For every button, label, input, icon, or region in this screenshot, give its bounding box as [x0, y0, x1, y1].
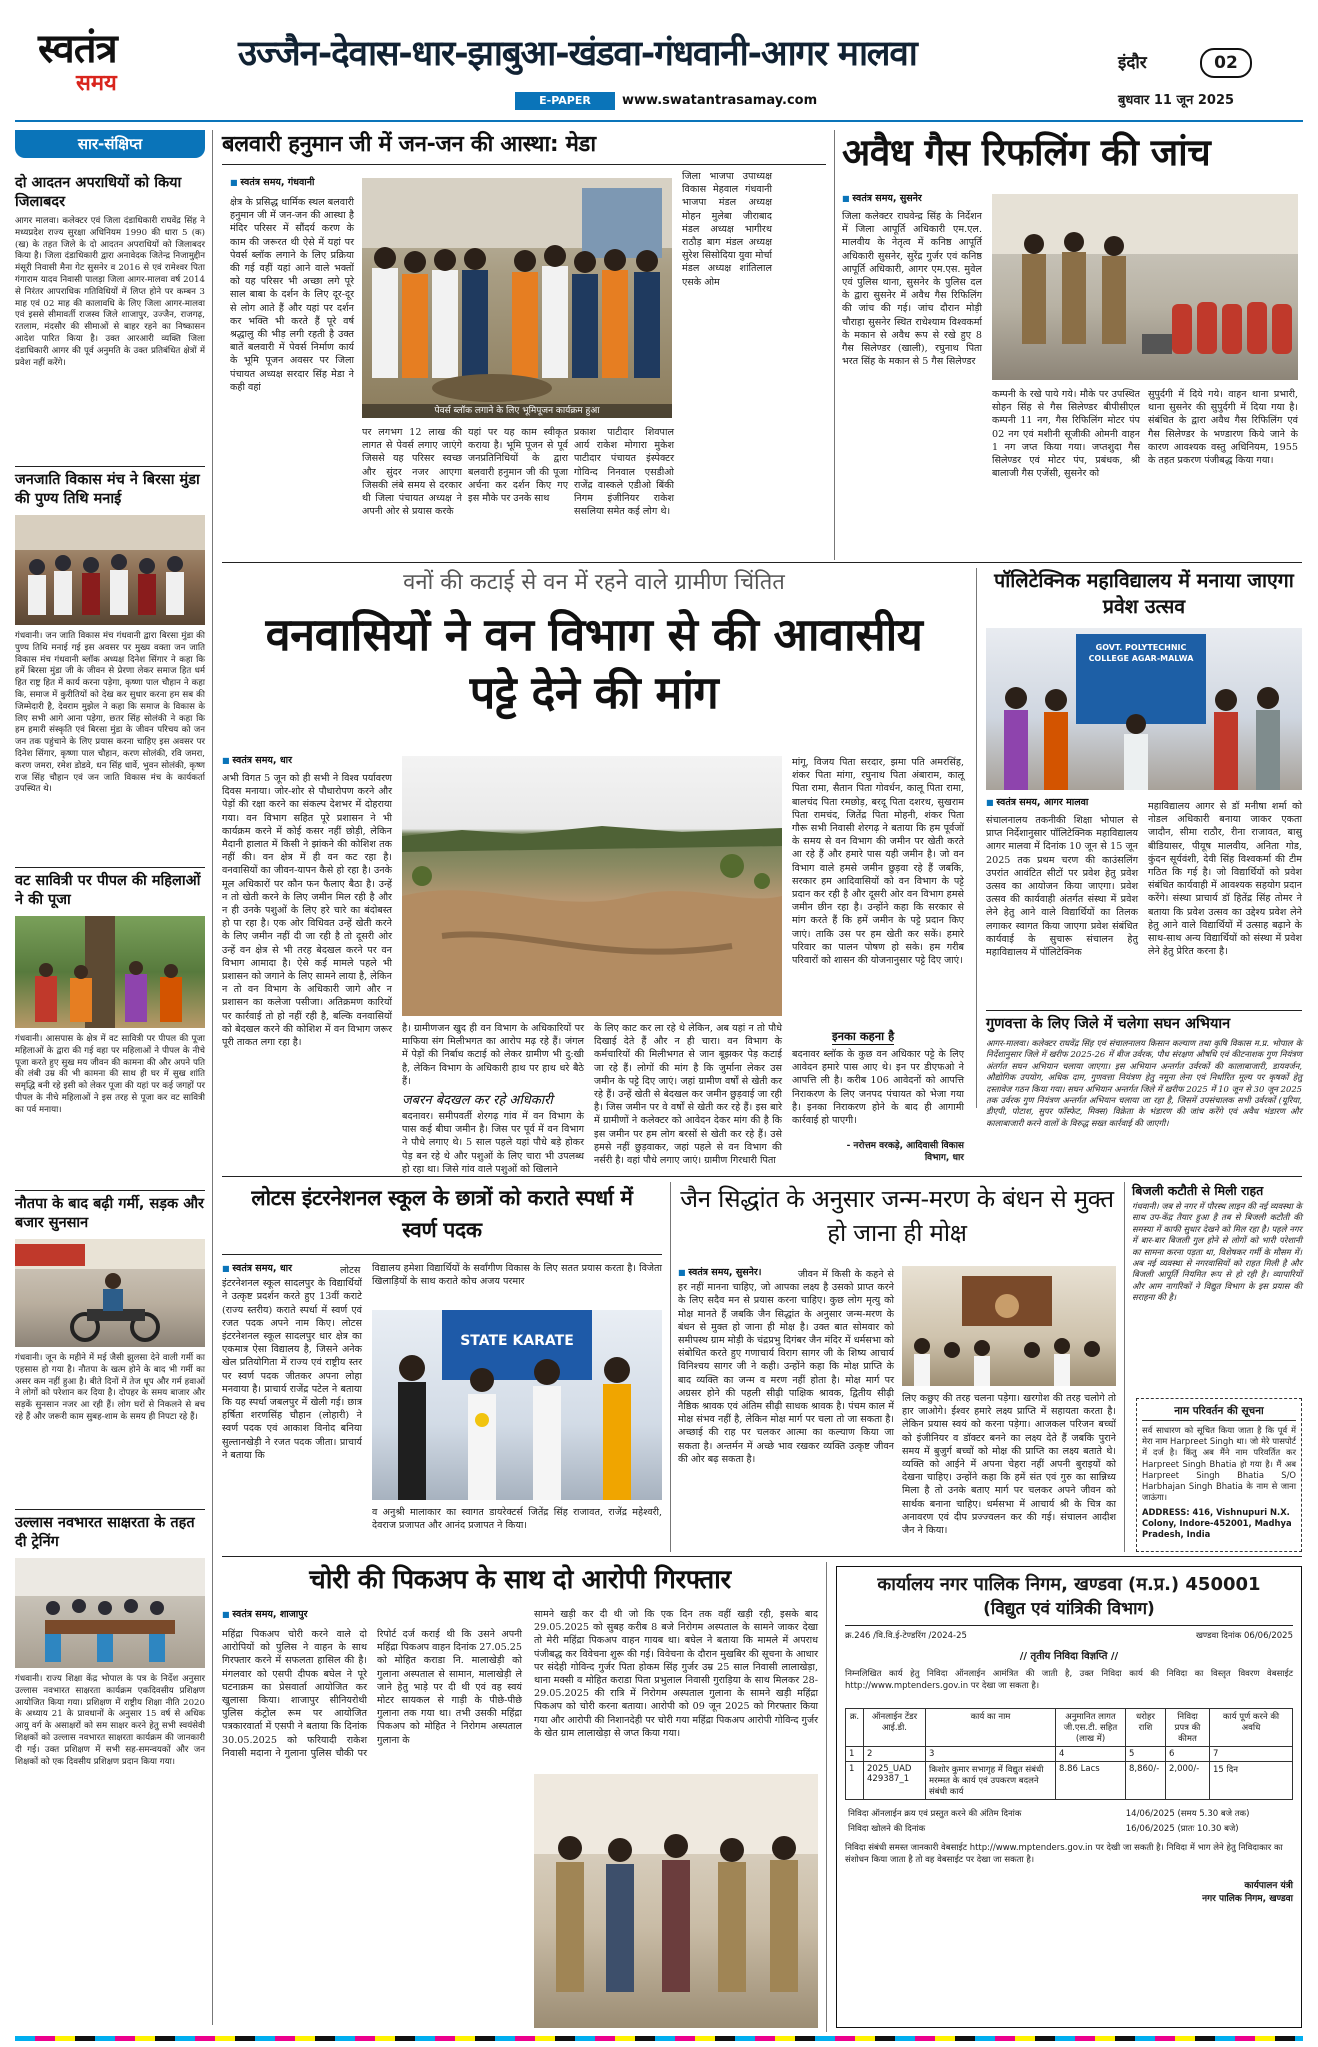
brief-title-4: नौतपा के बाद बढ़ी गर्मी, सड़क और बजार सुनसान: [15, 1196, 204, 1231]
polytechnic-col1: संचालनालय तकनीकी शिक्षा भोपाल से प्राप्त निर्देशानुसार पॉलिटेक्निक महाविद्यालय आगर मालवा में दिनांक 10 जून से 15 जून 2025 तक प्रथम चरण की काउंसलिंग उपरांत आवंटित सीटों पर प्रवेश हेतु प्रवेश उत्सव का आयोजन किया जाएगा। प्रवेश उत्सव की कार्यवाही अंतर्गत संस्था में प्रवेश लेने हेतु आने वाले विद्यार्थियों का तिलक लगाकर स्वागत किया जाएगा प्रवेश संबंधित कार्यवाई के सुचारू संचालन हेतु महाविद्यालय में पॉलिटेक्निक: [986, 815, 1138, 959]
sidebar: [15, 130, 205, 2030]
article-power: [1132, 1182, 1302, 1392]
balwari-col4: प्रकाश पाटीदार शिवपाल आर्य राकेश मोगारा मुकेश पाटीदार पंचायत इंस्पेक्टर गोविन्द निनवाल एसडीओ राजेंद्र वास्कले एडीओ बिंकी निगम इंजीनियर राकेश ससलिया समेत कई लोग थे।: [574, 427, 674, 518]
tender-title: कार्यालय नगर पालिक निगम, खण्डवा (म.प्र.) 450001: [877, 1574, 1261, 1595]
name-change-address: ADDRESS: 416, Vishnupuri N.X. Colony, Indore-452001, Madhya Pradesh, India: [1142, 1507, 1292, 1539]
balwari-photo: [362, 178, 672, 418]
headline-lotus: लोटस इंटरनेशनल स्कूल के छात्रों को कराते स्पर्धा में स्वर्ण पदक: [251, 1186, 633, 1242]
column-rule: [212, 130, 213, 2025]
bhoomi-pujan-photo: [362, 178, 672, 418]
table-cell: 16/06/2025 (प्रातः 10.30 बजे): [1125, 1824, 1239, 1834]
section-rule: [222, 1176, 1302, 1177]
tender-col-header: निविदा प्रपत्र की कीमत: [1166, 1709, 1210, 1747]
tender-sign-1: कार्यपालन यंत्री: [1244, 1881, 1293, 1891]
cleared-forest-land-photo: [402, 756, 782, 1016]
pickup-col1: महिंद्रा पिकअप चोरी करने वाले दो आरोपियों को पुलिस ने वाहन के साथ गिरफ्तार करने में सफलता हासिल की है। मंगलवार को एसपी दीपक बघेल ने पूरे घटनाक्रम का प्रेसवार्ता आयोजित कर खुलासा किया। शाजापुर सीनियरोथी पुलिस कंट्रोल रूम पर आयोजित पत्रकारवार्ता में एसपी ने बताया कि दिनांक 30.05.2025 को फरियादी राकेश निवासी मदाना ने गुलाना पुलिस चौकी पर रिपोर्ट दर्ज कराई थी कि उसने अपनी महिंद्रा पिकअप वाहन दिनांक 27.05.25 को मोहित कराडा नि. मालाखेड़ी को गुलाना अस्पताल से सामान, मालाखेड़ी ले जाने हेतु भाड़े पर दी थी एवं वह स्वयं मोटर सायकल से गाड़ी के पीछे-पीछे गुलाना तक गया था। तभी उसकी महिंद्रा पिकअप को मोहित ने निरोगम अस्पताल गुलाना के: [222, 1629, 522, 1759]
article-gas: [842, 130, 1302, 560]
website-link[interactable]: www.swatantrasamay.com: [622, 93, 818, 108]
table-cell: 2,000/-: [1166, 1762, 1210, 1800]
headline-balwari: बलवारी हनुमान जी में जन-जन की आस्था: मेडा: [222, 132, 596, 157]
tender-sign-2: नगर पालिक निगम, खण्डवा: [1202, 1894, 1293, 1904]
lotus-banner-text: STATE KARATE: [460, 1333, 574, 1349]
women-worship-photo: [15, 916, 205, 1028]
brief-title-3: वट सावित्री पर पीपल की महिलाओं ने की पूजा: [15, 873, 201, 908]
column-rule: [826, 1562, 827, 2032]
brief-photo-2: [15, 515, 205, 625]
dharmasabha-photo: [902, 1266, 1116, 1386]
tender-col-header: ऑनलाईन टेंडर आई.डी.: [864, 1709, 926, 1747]
tender-ref-right: खण्डवा दिनांक 06/06/2025: [1195, 1631, 1293, 1641]
polytechnic-col2: महाविद्यालय आगर से डॉ मनीषा शर्मा को नोडल अधिकारी बनाया जाकर एकता जादौन, सीमा राठौर, रीना राजावत, बासु बीडियासर, पीयूष मालवीय, अनिता गोड, कुंदन सूर्यवंशी, देवी सिंह विश्वकर्मा की टीम गठित कि गई है। जो विद्यार्थियों को प्रवेश संबंधित कार्यवाही में आवश्यक सहयोग प्रदान करेंगे। संस्था प्राचार्य डॉ हितेंद्र सिंह तोमर ने बताया कि प्रवेश उत्सव का उद्देश्य प्रवेश लेने हेतु आने वाले विद्यार्थियों में उत्साह बढ़ाने के साथ-साथ अन्य विद्यार्थियों को संस्था में प्रवेश लेने हेतु प्रेरित करना है।: [1148, 801, 1302, 958]
table-cell: 14/06/2025 (समय 5.30 बजे तक): [1125, 1809, 1250, 1819]
brief-title-2: जनजाति विकास मंच ने बिरसा मुंडा की पुण्य तिथि मनाई: [15, 472, 200, 507]
forest-box-body: बदनावर ब्लॉक के कुछ वन अधिकार पट्टे के लिए आवेदन हमारे पास आए थे। इन पर डीएफओ ने आपत्ति ली है। करीब 106 आवेदनों को आपत्ति निराकरण के लिए जनपद पंचायत को भेजा गया है। इनका निराकरण होने के बाद ही आगामी कार्रवाई हो पाएगी।: [792, 1049, 964, 1127]
page-number: 02: [1200, 48, 1252, 78]
lotus-col1: लोटस इंटरनेशनल स्कूल सादलपुर के विद्यार्थियों ने उत्कृष्ट प्रदर्शन करते हुए 13वीं कराटे (राज्य स्तरीय) कराते स्पर्धा में स्वर्ण एवं रजत पदक अपने नाम किए। लोटस इंटरनेशनल स्कूल सादलपुर धार क्षेत्र का एकमात्र ऐसा विद्यालय है, जिसने अनेक खेल प्रतियोगिता में राज्य एवं राष्ट्रीय स्तर पर स्वर्ण पदक जीतकर अपना लोहा मनवाया है। प्राचार्य राजेंद्र पटेल ने बताया कि यह स्पर्धा जबलपुर में खेली गई। छात्र हर्षिता शरणसिंह चौहान (लोहारी) ने स्वर्ण पदक एवं आकाश विनोद बनिया सुल्तानखेड़ी ने रजत पदक जीता। प्राचार्य ने बताया कि: [222, 1265, 362, 1461]
jain-col1: जीवन में किसी के कहने से हर नहीं मानना चाहिए, जो आपका लक्ष्य है उसको प्राप्त करने के लिए सदैव मन से प्रयास करना चाहिए। कुछ लोग मृत्यु को मोक्ष मानते हैं जबकि जैन सिद्धांत के अनुसार जन्म-मरण के बंधन से मुक्त हो जाना ही मोक्ष है। उक्त बात सोमवार को समीपस्थ ग्राम मोड़ी के चंद्रप्रभु दिगंबर जैन मंदिर में धर्मसभा को संबोधित करते हुए गणाचार्य विराग सागर जी के शिष्य आचार्य विनिश्चय सागर जी ने कही। उन्होंने कहा कि मोक्ष प्राप्ति के बाद व्यक्ति का जन्म व मरण नहीं होता है। मोक्ष मार्ग पर अग्रसर होने की पहली सीढ़ी पाक्षिक श्रावक, द्वितीय सीढ़ी नैष्ठिक श्रावक एवं अंतिम सीढ़ी साधक श्रावक है। पंचम काल में मोक्ष संभव नहीं है, लेकिन मोक्ष मार्ग पर चला तो जा सकता है। अच्छाई की राह पर चलकर आत्मा का कल्याण किया जा सकता है। अन्तर्मन में अच्छे भाव रखकर व्यक्ति उत्कृष्ट जीवन की ओर बढ़ सकता है।: [678, 1269, 894, 1465]
headline-polytechnic: पॉलिटेक्निक महाविद्यालय में मनाया जाएगा प्रवेश उत्सव: [994, 569, 1294, 618]
edition-title: उज्जैन-देवास-धार-झाबुआ-खंडवा-गंधवानी-आगर मालवा: [238, 34, 917, 74]
byline-forest: ■ स्वतंत्र समय, धार: [222, 754, 292, 768]
forest-photo: [402, 756, 782, 1016]
lotus-col2: विद्यालय हमेशा विद्यार्थियों के सर्वांगीण विकास के लिए सतत प्रयास करता है। विजेता खिलाड़ियों के साथ कराते कोच अजय परमार: [372, 1263, 662, 1288]
issue-date: बुधवार 11 जून 2025: [1118, 93, 1235, 108]
divider: [845, 1625, 1293, 1626]
tender-dates: [845, 1806, 1293, 1836]
forest-kicker: वनों की कटाई से वन में रहने वाले ग्रामीण चिंतित: [403, 570, 785, 595]
table-cell: किशोर कुमार सभागृह में विद्युत संबंधी मरम्मत के कार्य एवं उपकरण बदलने संबंधी कार्य: [926, 1762, 1056, 1800]
table-cell: 2025_UAD 429387_1: [864, 1762, 926, 1800]
tender-footer: निविदा संबंधी समस्त जानकारी वेबसाईट http://www.mptenders.gov.in पर देखी जा सकती है। निविदा में भाग लेने हेतु निविदाकार का संशोधन किया जाता है तो वह वेबसाईट पर देखा जा सकता है।: [845, 1843, 1283, 1865]
pickup-photo: [534, 1774, 818, 2028]
column-rule: [1124, 1182, 1125, 1552]
tender-subtitle: (विद्युत एवं यांत्रिकी विभाग): [983, 1599, 1155, 1619]
gas-col3: सुपुर्दगी में दिये गये। वाहन थाना प्रभारी, थाना सुसनेर की सुपुर्दगी में दिया गया है। संबंधित के द्वारा अवैध गैस रिफिलिंग एवं गैस सिलेण्डर के भण्डारण किये जाने के कारण आवश्यक वस्तु अधिनियम, 1955 के तहत प्रकरण पंजीबद्ध किया गया।: [1148, 389, 1298, 467]
balwari-col3: यहां पर यह काम स्वीकृत कराया है। भूमि पूजन से पूर्व जनप्रतिनिधियों के द्वारा बलवारी हनुमान जी की पूजा अर्चना कर दर्शन किए गए इस मौके पर उनके साथ: [468, 427, 568, 505]
divider: [15, 1190, 205, 1191]
tender-col-header: कार्य पूर्ण करने की अवधि: [1210, 1709, 1293, 1747]
brief-photo-4: [15, 1239, 205, 1347]
article-polytechnic: [986, 568, 1302, 1008]
gas-col2: कम्पनी के रखे पाये गये। मौके पर उपस्थित सोहन सिंह से गैस सिलेण्डर बीपीसीएल कम्पनी 11 नग, गैस रिफिलिंग मोटर पंप 02 नग एवं मशीनी सूजीकी ओमनी वाहन 1 नग जप्त किया गया। जप्तशुदा गैस सिलेण्डर एवं मोटर पंप, प्रबंधक, श्री बालाजी गैस एजेंसी, सुसनेर को: [992, 389, 1140, 480]
cylinders-seized-photo: [992, 194, 1298, 380]
tender-refs: [845, 1630, 1293, 1643]
forest-col1: अभी विगत 5 जून को ही सभी ने विश्व पर्यावरण दिवस मनाया। जोर-शोर से पौधारोपण करने और पेड़ों की रक्षा करने का संकल्प देशभर में दोहराया गया। वन विभाग सहित पूरे प्रशासन ने भी कार्यक्रम करने में कोई कसर नहीं छोड़ी, लेकिन मैदानी हालात में किसी ने झांकने की कोशिश तक नहीं की। वन क्षेत्र में ही वन कट रहा है। वनवासियों का जीवन-यापन कैसे हो रहा है। उनके मूल अधिकारों पर कौन फन फैलाए बैठा है। उन्हें न तो खेती करने के लिए जमीन मिल रही है और न ही उनके पशुओं के लिए हरे चारे का बंदोबस्त हो पा रहा है। एक ओर विधिवत उन्हें खेती करने के लिए जमीन नहीं दी जा रही है तो दूसरी ओर उन्हें वन क्षेत्र से भी तरह बेदखल करने पर वन विभाग आमादा है। ऐसे कई मामले पहले भी प्रशासन को जगाने के लिए सामने लाया है, लेकिन न तो वन विभाग के अधिकारी जागे और न प्रशासन का कलेजा पसीजा। अतिक्रमण कारियों पर कार्रवाई तो हो नहीं रही है, बल्कि वनवासियों को बेदखल करने की कोशिश में वन विभाग जरूर पूरी ताकत लगा रहा है।: [222, 773, 392, 1049]
training-room-photo: [15, 1558, 205, 1668]
group-photo: [15, 515, 205, 625]
table-row: [845, 1821, 1293, 1836]
table-cell: 1: [846, 1747, 864, 1762]
table-cell: 8.86 Lacs: [1056, 1762, 1126, 1800]
column-rule: [834, 130, 835, 560]
name-change-notice: [1136, 1398, 1302, 1552]
table-cell: 1: [846, 1762, 864, 1800]
article-quality: [986, 1014, 1302, 1172]
brief-title-1: दो आदतन अपराधियों को किया जिलाबदर: [15, 175, 182, 210]
tender-notice-label: // तृतीय निविदा विज्ञप्ति //: [1019, 1651, 1119, 1662]
byline-gas: ■ स्वतंत्र समय, सुसनेर: [842, 192, 922, 206]
brief-photo-3: [15, 916, 205, 1028]
divider: [222, 164, 826, 165]
forest-col4: मांगू, विजय पिता सरदार, झमा पति अमरसिंह, शंकर पिता मांगा, रघुनाथ पिता अंबाराम, कालू पिता रामा, सैतान पिता गोवर्धन, कालू पिता रामा, बालचंद पिता रमछोड़, बरदू पिता दशरथ, सुखराम पिता रामचंद, जितेंद्र पिता मोहनी, शंकर पिता गौरू सभी निवासी शेरगढ़ ने बताया कि हम पूर्वजों के समय से वन विभाग की जमीन पर खेती करते आ रहे हैं और हमारे पास यही जमीन है। जो वन विभाग वाले हमसे जमीन छुड़वा रहे हैं जबकि, सरकार हम आदिवासियों को वन विभाग के पट्टे प्रदान कर रही है और दूसरी ओर वन विभाग हमसे जमीन छीन रहा है। उन्होंने कहा कि सरकार से मांग करते हैं कि हमें जमीन के पट्टे प्रदान किए जाएं। ताकि उस पर हम खेती कर सकें। हमारे परिवार का पालन पोषण हो सके। हम गरीब परिवारों को शासन की योजनानुसार पट्टे दिए जाएं।: [792, 757, 964, 967]
logo-line1: स्वतंत्र: [38, 26, 117, 72]
quality-body: आगर-मालवा। कलेक्टर राघवेंद्र सिंह एवं संचालनालय किसान कल्याण तथा कृषि विकास म.प्र. भोपाल के निर्देशानुसार जिले में खरीफ 2025-26 में बीज उर्वरक, पौध संरक्षण औषधि एवं कीटनाशक गुण नियंत्रण अंतर्गत सघन अभियान चलाया जाएगा। इस अभियान अन्तर्गत उर्वरकों की कालाबाजारी, डायवर्जन, औद्योगिक उपयोग, अधिक दाम, गुणवत्ता नियंत्रण हेतु नमूना लेना एवं निर्धारित मूल्य पर कृषकों हेतु दस्तावेज गठन किया गया। सघन अभियान अन्तर्गत जिले में खरीफ 2025 में 10 जून से 30 जून 2025 तक उर्वरक गुण नियंत्रण अन्तर्गत अभियान चलाया जा रहा है, जिसमें उपसंचालक सभी उर्वरकों (यूरिया, डीएपी, पोटाश, सुपर फॉस्फेट, मिक्स) विक्रेता के भंडारण की जांच करेंगे एवं अवैध भंडारण और कालाबाजारी करने वालों के विरुद्ध सख्त कार्रवाई की जाएगी।: [986, 1038, 1302, 1128]
motorcycle-street-photo: [15, 1239, 205, 1347]
brief-body-4: गंधवानी। जून के महीने में मई जैसी झुलसा देने वाली गर्मी का एहसास हो गया है। नौतपा के खत्म होने के बाद भी गर्मी का असर कम नहीं हुआ है। बीते दिनों में तेज धूप और गर्म हवाओं ने लोगों को परेशान कर दिया है। दोपहर के समय बाजार और सड़कें सुनसान नजर आ रही हैं। लोग घरों से निकलने से बच रहे हैं और जरूरी काम सुबह-शाम के समय ही निपटा रहे हैं।: [15, 1353, 205, 1422]
gas-col1: जिला कलेक्टर राघवेन्द्र सिंह के निर्देशन में जिला आपूर्ति अधिकारी एम.एल. मालवीय के नेतृत्व में कनिष्ठ आपूर्ति अधिकारी सुसनेर, सुरेंद्र गुर्जर एवं कनिष्ठ आपूर्ति अधिकारी, आगर एम.एस. मुवेल एवं पुलिस थाना, सुसनेर के पुलिस दल के द्वारा सुसनेर में अवैध गैस रिफिलिंग की जांच की गई। जांच दौरान मोड़ी चौराहा सुसनेर स्थित राधेश्याम विश्वकर्मा के मकान से अवैध रूप से रखे हुए 8 गैस सिलेण्डर (खाली), रघुनाथ पिता भरत सिंह के मकान से 5 गैस सिलेण्डर: [842, 211, 982, 368]
headline-forest: वनवासियों ने वन विभाग से की आवासीय पट्टे देने की मांग: [265, 608, 923, 719]
byline-balwari: ■ स्वतंत्र समय, गंधवानी: [230, 176, 314, 190]
table-cell: 6: [1166, 1747, 1210, 1762]
epaper-badge: E-PAPER: [515, 92, 615, 110]
brief-body-2: गंधवानी। जन जाति विकास मंच गंधवानी द्वारा बिरसा मुंडा की पुण्य तिथि मनाई गई इस अवसर पर मुख्य वक्ता जन जाति विकास मंच गंधवानी ब्लॉक अध्यक्ष दिनेश सिंगार ने कहा कि हमें बिरसा मुंडा जी के जीवन से प्रेरणा लेकर समाज हित धर्म हित राष्ट्र हित में कार्य करना पड़ेगा, कृष्णा पाल चौहान ने कहा कि, समाज में कुरीतियों को देख कर सुधार करना हम सब की जिम्मेदारी है, देवराम मुझेल ने कहा कि समाज के विकास के लिए सभी आगे आना पड़ेगा, छतर सिंह सोलंकी ने कहा कि हम हमारी संस्कृति एवं बिरसा मुंडा के जीवन परिचय को जन जन तक पहुंचाने के लिए प्रयास करना चाहिए इस अवसर पर दिनेश सिंगार, कृष्णा पाल चौहान, करण सोलंकी, रवि जमरा, करण जमरा, रमेश डोडवे, धन सिंह धार्वे, भुवन सोलंकी, कृष्ण राज सिंह चौहान एवं जन जाति विकास मंच के कार्यकर्ता उपस्थित थे।: [15, 631, 205, 795]
forest-col2b: बदनावर। समीपवर्ती शेरगढ़ गांव में वन विभाग के पास कई बीघा जमीन है। जिस पर पूर्व में वन विभाग ने पौधे लगाए थे। 5 साल पहले यहां पौधे बड़े होकर पेड़ बन रहे थे और पशुओं के लिए चारा भी उपलब्ध हो रहा था। जिसे गांव वाले पशुओं को खिलाने: [402, 1111, 584, 1175]
masthead-rule: [15, 120, 1303, 122]
table-cell: 2: [864, 1747, 926, 1762]
name-change-body: सर्व साधारण को सूचित किया जाता है कि पूर्व में मेरा नाम Harpreet Singh था। जो मेरे पासपोर्ट में दर्ज है। किंतु अब मैंने नाम परिवर्तित कर Harpreet Singh Bhatia हो गया है। मैं अब Harpreet Singh Bhatia S/O Harbhajan Singh Bhatia के नाम से जाना जाऊंगा।: [1142, 1425, 1296, 1503]
tender-intro: निम्नलिखित कार्य हेतु निविदा ऑनलाईन आमंत्रित की जाती है, उक्त निविदा कार्य की निविदा का विस्तृत विवरण वेबसाईट http://www.mptenders.gov.in पर देखा जा सकता है।: [845, 1669, 1293, 1691]
forest-col3: के लिए काट कर ला रहे थे लेकिन, अब यहां न तो पौधे दिखाई देते हैं और न ही चारा। वन विभाग के कर्मचारियों की मिलीभगत से जान बूझकर पेड़ कटाई जा रहे हैं। लोगों की मांग है कि जुर्माना लेकर उस जमीन के पट्टे दिए जाएं। जहां ग्रामीण वर्षों से खेती कर रहे हैं। उन्हें खेती से बेदखल कर जमीन छुड़वाई जा रही है। जिस जमीन पर वे वर्षों से खेती कर रहे हैं। इस बारे में ग्रामीणों ने कलेक्टर को आवेदन देकर मांग की है कि इस जमीन पर हम लोग बरसों से खेती कर रहे हैं। उसे हमसे नहीं छुड़वाकर, जहां पहले से वन विभाग की नर्सरी है। वहां पौधे लगाए जाएं। ग्रामीण गिरधारी पिता: [594, 1023, 782, 1167]
article-pickup: [222, 1562, 818, 2032]
headline-quality: गुणवत्ता के लिए जिले में चलेगा सघन अभियान: [986, 1016, 1231, 1032]
article-forest: [222, 568, 966, 1175]
divider: [986, 1010, 1302, 1011]
tender-header-row: [846, 1709, 1293, 1747]
tender-col-header: क्र.: [846, 1709, 864, 1747]
byline-pickup: ■ स्वतंत्र समय, शाजापुर: [222, 1608, 308, 1622]
sidebar-title: सार-संक्षिप्त: [15, 130, 205, 158]
pickup-col2: सामने खड़ी कर दी थी जो कि एक दिन तक वहीं खड़ी रही, इसके बाद 29.05.2025 को सुबह करीब 8 बजे निरोगम अस्पताल के सामने जाकर देखा तो मेरी महिंद्रा पिकअप वाहन गायब था। बघेल ने बताया कि मामले में अपराध पंजीबद्ध कर विवेचना शुरू की गई। विवेचना के दौरान मुखबिर की सूचना के आधार पर संदेही गोविन्द गुर्जर पिता होकम सिंह गुर्जर उम्र 25 साल निवासी लालाखेड़ा, थाना मक्सी व मोहित कराडा पिता प्रभुलाल निवासी गुराड़िया के साथ मिलकर 28-29.05.2025 की रात्रि में निरोगम अस्पताल गुलाना के सामने खड़ी महिंद्रा पिकअप को चोरी करना बताया। आरोपी को 09 जून 2025 को गिरफ्तार किया गया और आरोपी की निशानदेही पर चोरी गया महिंद्रा पिकअप आरोपी गोविन्द गुर्जर के खेत ग्राम लालाखेड़ा से जप्त किया गया।: [534, 1609, 818, 1739]
brief-title-5: उल्लास नवभारत साक्षरता के तहत दी ट्रेनिंग: [15, 1515, 195, 1550]
tender-col-header: कार्य का नाम: [926, 1709, 1056, 1747]
balwari-col5: जिला भाजपा उपाध्यक्ष विकास मेहवाल गंधवानी भाजपा मंडल अध्यक्ष मोहन मुलेबा जीराबाद मंडल अध्यक्ष भागीरथ राठौड़ बाग मंडल अध्यक्ष सुरेश सिसोदिया युवा मोर्चा मंडल अध्यक्ष शांतिलाल एसके ओम: [682, 171, 772, 288]
accused-with-police-photo: [534, 1774, 818, 2028]
table-cell: निविदा ऑनलाईन क्रय एवं प्रस्तुत करने की अंतिम दिनांक: [848, 1809, 1022, 1819]
headline-gas: अवैध गैस रिफलिंग की जांच: [842, 131, 1211, 174]
byline-jain: ■ स्वतंत्र समय, सुसनेर।: [678, 1266, 761, 1280]
byline-polytechnic: ■ स्वतंत्र समय, आगर मालवा: [986, 796, 1138, 810]
lotus-col2b: व अनुश्री मालाकार का स्वागत डायरेक्टर्स जितेंद्र सिंह राजावत, राजेंद्र महेश्वरी, देवराज प्रजापत और आनंद प्रजापत ने किया।: [372, 1507, 662, 1532]
table-cell: 3: [926, 1747, 1056, 1762]
tender-notice: [836, 1566, 1302, 2028]
table-cell: 15 दिन: [1210, 1762, 1293, 1800]
headline-pickup: चोरी की पिकअप के साथ दो आरोपी गिरफ्तार: [309, 1565, 731, 1595]
table-cell: निविदा खोलने की दिनांक: [848, 1824, 926, 1834]
lotus-photo: [372, 1310, 662, 1500]
forest-box-head: इनका कहना है: [832, 1029, 895, 1043]
tender-col-header: अनुमानित लागत जी.एस.टी. सहित (लाख में): [1056, 1709, 1126, 1747]
article-jain: [678, 1182, 1116, 1554]
headline-power: बिजली कटौती से मिली राहत: [1132, 1183, 1264, 1198]
registration-bar: [15, 2036, 1303, 2041]
table-row: [846, 1762, 1293, 1800]
tender-ref-left: क्र.246 /वि.वि.ई-टेण्डरिंग /2024-25: [845, 1631, 967, 1641]
table-row: [845, 1806, 1293, 1821]
column-rule: [976, 568, 977, 1108]
table-cell: 4: [1056, 1747, 1126, 1762]
article-lotus: [222, 1182, 662, 1554]
divider: [222, 1254, 662, 1255]
name-change-title: नाम परिवर्तन की सूचना: [1142, 1404, 1296, 1421]
logo: [38, 26, 178, 116]
balwari-col1: क्षेत्र के प्रसिद्ध धार्मिक स्थल बलवारी हनुमान जी में जन-जन की आस्था है मंदिर परिसर में सौंदर्य करण के काम की जरूरत थी ऐसे में यहां पर पेवर्स ब्लॉक लगाने के लिए प्रक्रिया की गई वहीं यहां आने वाले भक्तों को यह परिसर भी अच्छा लगे पूरे साल बाबा के दर्शन के लिए दूर-दूर से लोग आते हैं और यहां पर दर्शन कर भक्ति भी करते हैं पूरे वर्ष श्रद्धालु की भीड़ लगी रहती है उक्त बातें बलवारी में पेवर्स निर्माण कार्य के भूमि पूजन अवसर पर जिला पंचायत अध्यक्ष सरदार सिंह मेडा ने कही वहां: [230, 197, 354, 393]
table-cell: 7: [1210, 1747, 1293, 1762]
jain-col2: लिए कछुए की तरह चलना पड़ेगा। खरगोश की तरह चलोगे तो हार जाओगे। ईश्वर हमारे लक्ष्य प्राप्ति में सहायता करता है। लेकिन प्रयास स्वयं को करना पड़ेगा। आजकल परिजन बच्चों को इंजीनियर व डॉक्टर बनने का लक्ष्य देते हैं जबकि पुराने समय में बुजुर्ग बच्चों को मोक्ष की प्राप्ति का लक्ष्य बताते थे। व्यक्ति को आईने में अपना चेहरा नहीं अपनी बुराइयों को देखना चाहिए। उन्होंने कहा कि हमें संत एवं गुरु का सान्निध्य मिला है तो उनके बताए मार्ग पर चलकर अपने जीवन को सार्थक बनाना चाहिए। धर्मसभा में आचार्य श्री के चित्र का अनावरण एवं दीप प्रज्ज्वलन कर की गई। संचालन आदीश जैन ने किया।: [902, 1393, 1116, 1537]
byline-lotus: ■ स्वतंत्र समय, धार: [222, 1262, 292, 1276]
divider: [15, 867, 205, 868]
balwari-photo-caption: पेवर्स ब्लॉक लगाने के लिए भूमिपूजन कार्यक्रम हुआ: [362, 404, 672, 418]
masthead: [0, 0, 1318, 120]
tender-table: [845, 1708, 1293, 1800]
table-cell: 8,860/-: [1126, 1762, 1166, 1800]
polytechnic-photo: [986, 628, 1302, 790]
brief-photo-5: [15, 1558, 205, 1668]
section-rule: [222, 562, 1302, 563]
column-rule: [670, 1182, 671, 1552]
polytechnic-banner-text: GOVT. POLYTECHNIC COLLEGE AGAR-MALWA: [1088, 643, 1194, 663]
jain-photo: [902, 1266, 1116, 1386]
forest-col2: है। ग्रामीणजन खुद ही वन विभाग के अधिकारियों पर माफिया संग मिलीभगत का आरोप मढ़ रहे हैं। जंगल में पेड़ों की निर्बाध कटाई को लेकर ग्रामीण भी दु:खी है, लेकिन विभाग के अधिकारी हाथ पर हाथ धरे बैठे हैं।: [402, 1023, 584, 1087]
tender-num-row: [846, 1747, 1293, 1762]
gas-photo: [992, 194, 1298, 380]
article-balwari: [222, 130, 826, 560]
brief-body-5: गंधवानी। राज्य शिक्षा केंद्र भोपाल के पत्र के निर्देश अनुसार उल्लास नवभारत साक्षरता कार्यक्रम एकदिवसीय प्रशिक्षण आयोजित किया गया। प्रशिक्षण में राष्ट्रीय शिक्षा नीति 2020 के अध्याय 21 के प्रावधानों के अनुसार 15 वर्ष से अधिक आयु वर्ग के असाक्षरों को सम साक्षर करने हेतु सभी स्वयंसेवी शिक्षकों को उल्लास नवभारत साक्षरता कार्यक्रम की जानकारी दी गई। उक्त प्रशिक्षण में सभी सह-समन्वयकों और जन शिक्षकों को एक दिवसीय प्रशिक्षण प्रदान किया गया।: [15, 1674, 205, 1767]
forest-subhead: जबरन बेदखल कर रहे अधिकारी: [402, 1093, 553, 1108]
city-label: इंदौर: [1118, 53, 1147, 73]
forest-box-sign: - नरोत्तम वरकड़े, आदिवासी विकास विभाग, धार: [846, 1141, 964, 1163]
divider: [15, 1509, 205, 1510]
power-body: गंधवानी। जब से नगर में पौरस्थ लाइन की नई व्यवस्था के साथ उप-केंद्र तैयार हुआ है तब से बिजली कटौती की समस्या में काफी सुधार देखने को मिल रहा है। पहले नगर में बार-बार बिजली गुल होने से लोगों को भारी परेशानी का सामना करना पड़ता था, विशेषकर गर्मी के मौसम में। अब नई व्यवस्था से नगरवासियों को राहत मिली है और बिजली आपूर्ति नियमित रूप से हो रही है। व्यापारियों और आम नागरिकों ने विद्युत विभाग के इस प्रयास की सराहना की है।: [1132, 1201, 1302, 1303]
balwari-col2: पर लगभग 12 लाख की लागत से पेवर्स लगाए जाएंगे जिससे यह परिसर स्वच्छ और सुंदर नजर आएगा जिसकी लंबे समय से दरकार थी जिला पंचायत अध्यक्ष ने अपनी ओर से प्रयास करके: [362, 427, 462, 518]
section-rule: [222, 1556, 1302, 1557]
headline-jain: जैन सिद्धांत के अनुसार जन्म-मरण के बंधन से मुक्त हो जाना ही मोक्ष: [680, 1185, 1114, 1247]
table-cell: 5: [1126, 1747, 1166, 1762]
brief-body-3: गंधवानी। आसपास के क्षेत्र में वट सावित्री पर पीपल की पूजा महिलाओं के द्वारा की गई वहा पर महिलाओं ने पीपल के नीचे पूजा करते हुए सुख मय जीवन की कामना की और अपने पति की लंबी उम्र की भी कामना की साथ ही घर में सुख शांति समृद्धि बनी रहे इसी को लेकर पूजा की यहां पर कई जगहों पर पीपल के नीचे महिलाओं ने इस तरह से पूजा कर वट सावित्री का पर्व मनाया।: [15, 1034, 205, 1115]
logo-line2: समय: [76, 71, 117, 96]
divider: [15, 466, 205, 467]
brief-body-1: आगर मालवा। कलेक्टर एवं जिला दंडाधिकारी राघवेंद्र सिंह ने मध्यप्रदेश राज्य सुरक्षा अधिनियम 1990 की धारा 5 (क) (ख) के तहत जिले के दो आदतन अपराधियों को जिलाबदर किया है। जिला दंडाधिकारी द्वारा अनावेदक जितेन्द्र निजामुद्दीन मंसूरी निवासी मैना गेट सुसनेर व 2016 से एवं रामेश्वर पिता गंगाराम यादव निवासी पालड़ा जिला आगर-मालवा वर्ष 2014 से निरंतर आपराधिक गतिविधियों में लिप्त होने पर कम्बन 3 माह एवं 02 माह की कालावधि के लिए जिला आगर-मालवा एवं इससे सीमावर्ती राजस्व जिले शाजापुर, उज्जैन, राजगढ़, रतलाम, मंदसौर की सीमाओं से बाहर रहने का निष्कासन आदेश पारित किया है। उक्त आरआरी व्यक्ति जिला दंडाधिकारी आगर की पूर्व अनुमति के उक्त प्रतिबंधित क्षेत्रों में प्रवेश नहीं करेंगे।: [15, 216, 205, 368]
tender-col-header: धरोहर राशि: [1126, 1709, 1166, 1747]
